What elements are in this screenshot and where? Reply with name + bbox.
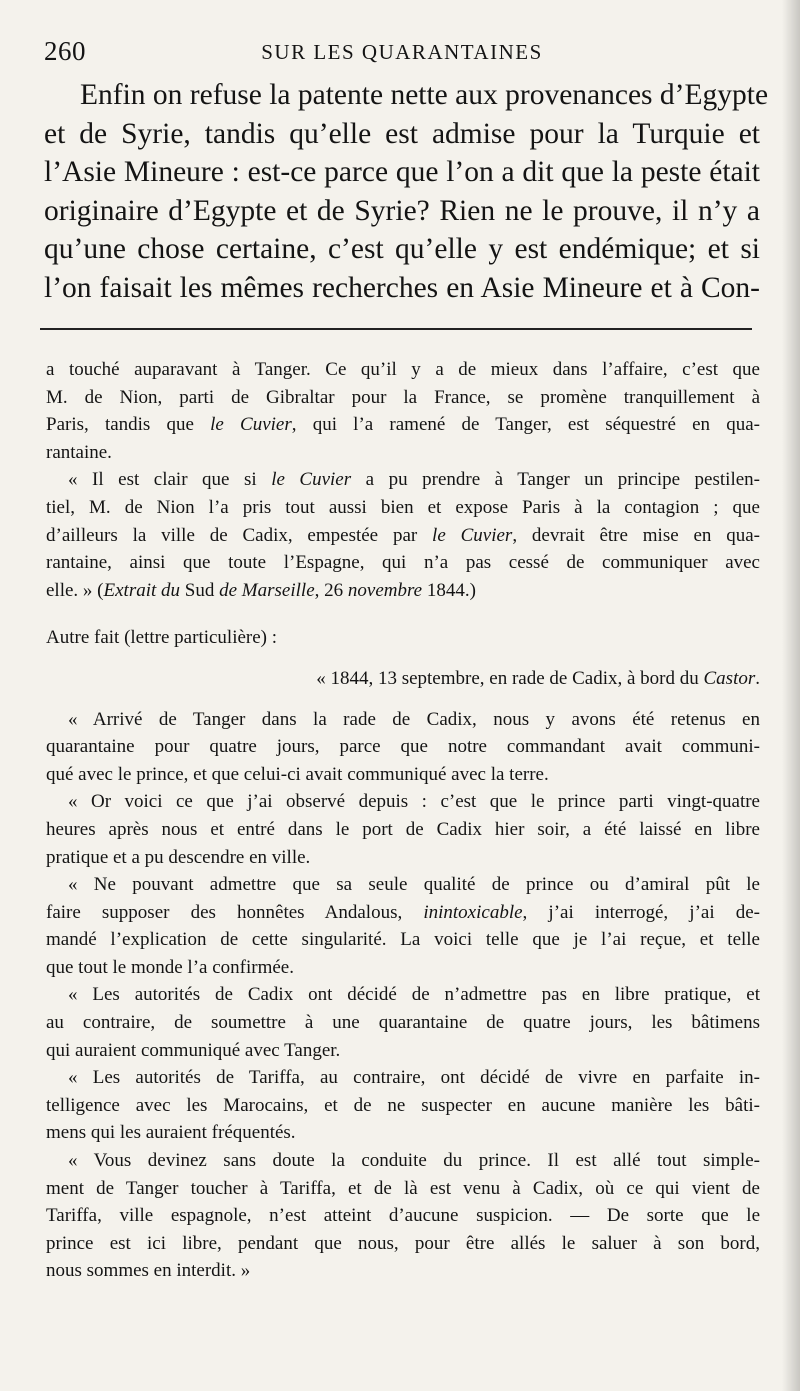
footnote-block xyxy=(46,356,760,1285)
footnote-line: « Les autorités de Cadix ont décidé de n’admettre pas en libre pratique, et xyxy=(68,984,760,1006)
letter-paragraph xyxy=(46,706,760,789)
main-text-line: originaire d’Egypte et de Syrie? Rien ne le prouve, il n’y a xyxy=(44,194,760,227)
page-number: 260 xyxy=(44,36,86,66)
footnote-line: a touché auparavant à Tanger. Ce qu’il y a de mieux dans l’affaire, c’est que xyxy=(46,359,760,380)
footnote-line: qué avec le prince, et que celui-ci avait communiqué avec la terre. xyxy=(46,763,549,785)
footnote-line: qui auraient communiqué avec Tanger. xyxy=(46,1039,341,1061)
footnote-line: faire supposer des honnêtes Andalous, inintoxicable, j’ai interrogé, j’ai de- xyxy=(46,901,760,923)
running-head: SUR LES QUARANTAINES xyxy=(261,40,543,64)
main-text-line: et de Syrie, tandis qu’elle est admise pour la Turquie et xyxy=(44,117,760,150)
main-text-line: l’on faisait les mêmes recherches en Asie Mineure et à Con- xyxy=(44,271,760,304)
footnote-line: mens qui les auraient fréquentés. xyxy=(46,1122,296,1144)
footnote-line: tiel, M. de Nion l’a pris tout aussi bien et expose Paris à la contagion ; que xyxy=(46,496,760,518)
footnote-line: que tout le monde l’a confirmée. xyxy=(46,956,294,978)
footnote-line: « Les autorités de Tariffa, au contraire, ont décidé de vivre en parfaite in- xyxy=(68,1067,760,1089)
letter-paragraph xyxy=(46,981,760,1064)
letter-paragraph xyxy=(46,1147,760,1285)
footnote-line: rantaine. xyxy=(46,441,112,463)
footnote-line: mandé l’explication de cette singularité. La voici telle que je l’ai reçue, et telle xyxy=(46,929,760,951)
footnote-line: « Vous devinez sans doute la conduite du prince. Il est allé tout simple- xyxy=(68,1150,760,1172)
footnote-line: nous sommes en interdit. » xyxy=(46,1260,251,1282)
footnote-line: au contraire, de soumettre à une quarantaine de quatre jours, les bâtimens xyxy=(46,1012,760,1034)
footnote-line: « Il est clair que si le Cuvier a pu prendre à Tanger un principe pestilen- xyxy=(68,469,760,491)
footnote-line: « Ne pouvant admettre que sa seule qualité de prince ou d’amiral pût le xyxy=(68,874,760,896)
footnote-rule xyxy=(40,328,752,330)
footnote-line: « Arrivé de Tanger dans la rade de Cadix, nous y avons été retenus en xyxy=(68,708,760,730)
footnote-line: pratique et a pu descendre en ville. xyxy=(46,846,311,868)
letter-dateline: « 1844, 13 septembre, en rade de Cadix, à bord du Castor. xyxy=(316,667,760,689)
footnote-line: ment de Tanger toucher à Tariffa, et de là est venu à Cadix, où ce qui vient de xyxy=(46,1177,760,1199)
footnote-line: M. de Nion, parti de Gibraltar pour la France, se promène tranquillement à xyxy=(46,386,760,408)
main-text-line: Enfin on refuse la patente nette aux provenances d’Egypte xyxy=(80,79,769,111)
letter-paragraph xyxy=(46,871,760,981)
page-edge-shadow xyxy=(782,0,800,1391)
letter-paragraph xyxy=(46,788,760,871)
footnote-paragraph xyxy=(46,466,760,604)
footnote-line: « Or voici ce que j’ai observé depuis : c’est que le prince parti vingt-quatre xyxy=(68,791,760,813)
main-text-line: qu’une chose certaine, c’est qu’elle y est endémique; et si xyxy=(44,233,760,265)
footnote-line: rantaine, ainsi que toute l’Espagne, qui n’a pas cessé de communiquer avec xyxy=(46,552,760,574)
footnote-line: quarantaine pour quatre jours, parce que notre commandant avait communi- xyxy=(46,736,760,758)
footnote-line: d’ailleurs la ville de Cadix, empestée par le Cuvier, devrait être mise en qua- xyxy=(46,524,760,546)
footnote-line: heures après nous et entré dans le port de Cadix hier soir, a été laissé en libre xyxy=(46,818,760,840)
autre-fait-heading: Autre fait (lettre particulière) : xyxy=(46,627,278,649)
main-text-line: l’Asie Mineure : est-ce parce que l’on a dit que la peste était xyxy=(44,156,760,188)
footnote-line: telligence avec les Marocains, et de ne suspecter en aucune manière les bâti- xyxy=(46,1094,760,1116)
source-citation: elle. » (Extrait du Sud de Marseille, 26 novembre 1844.) xyxy=(46,579,476,601)
footnote-line: Paris, tandis que le Cuvier, qui l’a ramené de Tanger, est séquestré en qua- xyxy=(46,414,760,436)
footnote-line: prince est ici libre, pendant que nous, pour être allés le saluer à son bord, xyxy=(46,1232,760,1254)
footnote-paragraph xyxy=(46,356,760,466)
page-header xyxy=(44,34,760,68)
footnote-line: Tariffa, ville espagnole, n’est atteint d’aucune suspicion. — De sorte que le xyxy=(46,1205,760,1227)
letter-paragraph xyxy=(46,1064,760,1147)
main-text xyxy=(44,76,769,307)
